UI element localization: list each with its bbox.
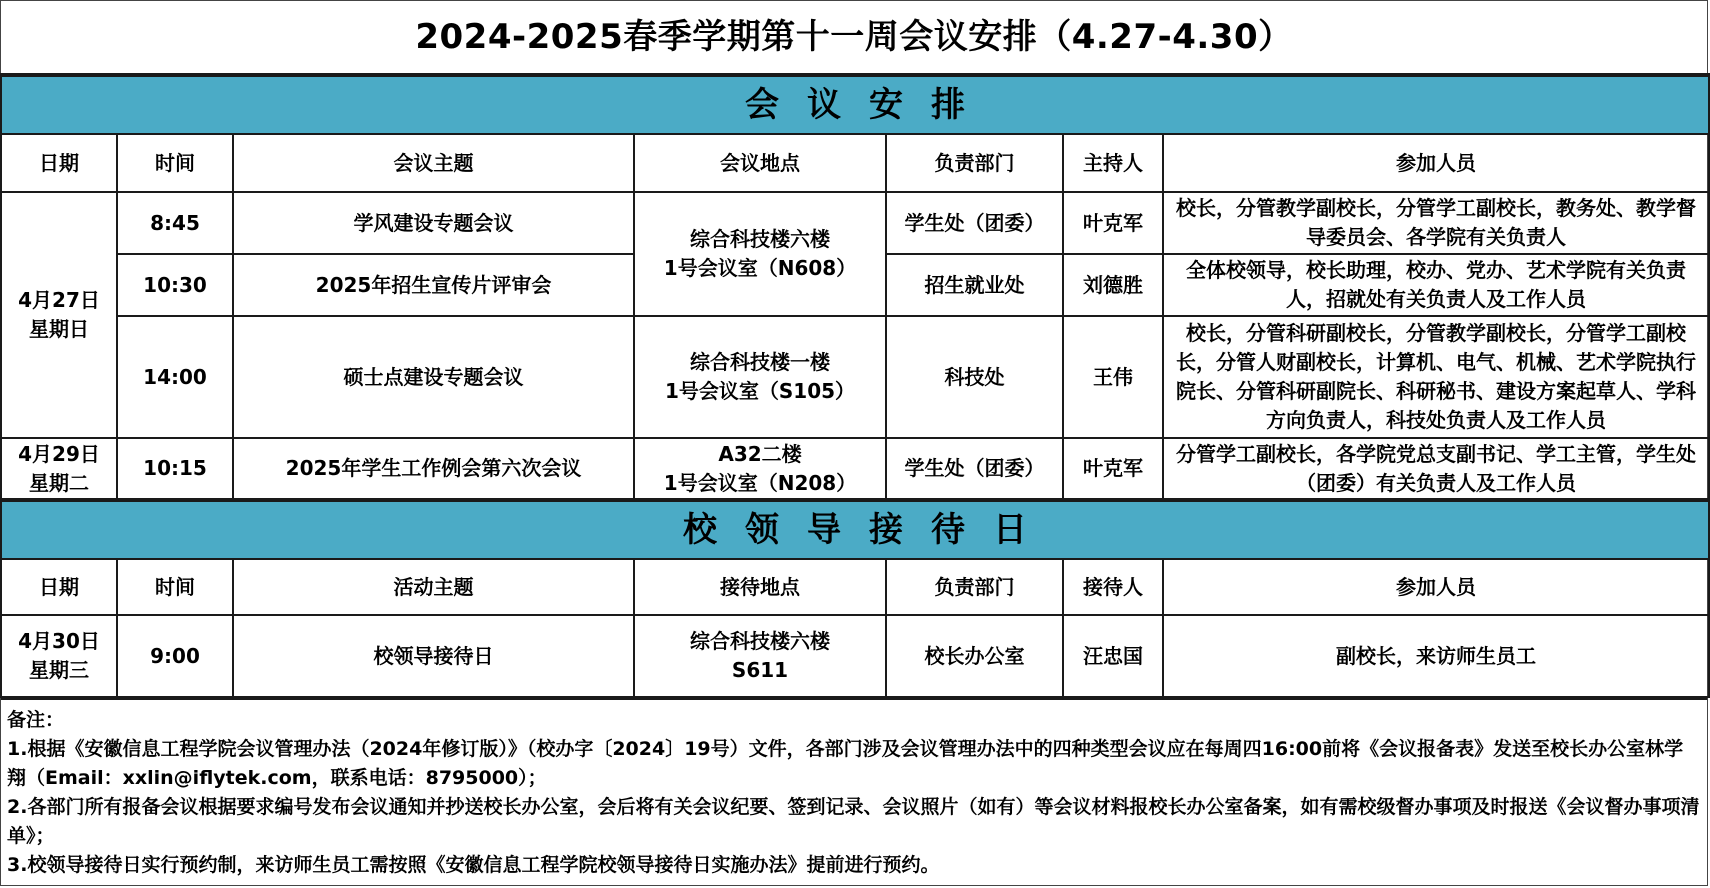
date-cell: [1, 192, 117, 438]
department-cell: 校长办公室: [886, 615, 1063, 697]
header-date: 日期: [1, 559, 117, 615]
date-label: 4月30日: [18, 629, 100, 653]
location-line-2: S611: [731, 658, 789, 682]
location-line-1: 综合科技楼一楼: [690, 350, 830, 374]
date-label: 4月27日: [18, 288, 100, 312]
department-cell: 招生就业处: [886, 254, 1063, 316]
header-time: 时间: [117, 134, 233, 192]
table-row: [1, 192, 1709, 254]
date-label: 4月29日: [18, 441, 100, 466]
attendees-cell: 校长，分管科研副校长，分管教学副校长，分管学工副校长，分管人财副校长，计算机、电气、机械、艺术学院执行院长、分管科研副院长、科研秘书、建设方案起草人、学科方向负责人，科技处负责人及工作人员: [1163, 316, 1709, 438]
meetings-header-row: [1, 134, 1709, 192]
host-cell: 叶克军: [1063, 192, 1163, 254]
location-line-2: 1号会议室（N208）: [663, 470, 857, 495]
department-cell: 学生处（团委）: [886, 192, 1063, 254]
header-department: 负责部门: [886, 559, 1063, 615]
host-cell: 汪忠国: [1063, 615, 1163, 697]
header-location: 接待地点: [634, 559, 886, 615]
time-cell: 8:45: [117, 192, 233, 254]
topic-cell: 学风建设专题会议: [233, 192, 634, 254]
attendees-cell: 校长，分管教学副校长，分管学工副校长，教务处、教学督导委员会、各学院有关负责人: [1163, 192, 1709, 254]
schedule-table: [0, 73, 1710, 698]
location-cell: [634, 438, 886, 500]
department-cell: 科技处: [886, 316, 1063, 438]
time-cell: 14:00: [117, 316, 233, 438]
header-host: 主持人: [1063, 134, 1163, 192]
topic-cell: 2025年招生宣传片评审会: [233, 254, 634, 316]
location-cell: [634, 316, 886, 438]
note-item: 3.校领导接待日实行预约制，来访师生员工需按照《安徽信息工程学院校领导接待日实施办法》提前进行预约。: [7, 854, 940, 876]
host-cell: 王伟: [1063, 316, 1163, 438]
time-cell: 10:15: [117, 438, 233, 500]
header-time: 时间: [117, 559, 233, 615]
topic-cell: 2025年学生工作例会第六次会议: [233, 438, 634, 500]
header-date: 日期: [1, 134, 117, 192]
header-attendees: 参加人员: [1163, 134, 1709, 192]
weekday-label: 星期二: [29, 470, 89, 495]
page-title: 2024-2025春季学期第十一周会议安排（4.27-4.30）: [415, 17, 1293, 57]
topic-cell: 硕士点建设专题会议: [233, 316, 634, 438]
topic-cell: 校领导接待日: [233, 615, 634, 697]
attendees-cell: 全体校领导，校长助理，校办、党办、艺术学院有关负责人，招就处有关负责人及工作人员: [1163, 254, 1709, 316]
location-line-1: 综合科技楼六楼: [690, 227, 830, 251]
location-line-1: 综合科技楼六楼: [690, 629, 830, 653]
host-cell: 刘德胜: [1063, 254, 1163, 316]
notes-section: [1, 698, 1707, 880]
department-cell: 学生处（团委）: [886, 438, 1063, 500]
reception-header-row: [1, 559, 1709, 615]
location-line-1: A32二楼: [718, 441, 802, 466]
header-host: 接待人: [1063, 559, 1163, 615]
table-row: [1, 615, 1709, 697]
header-attendees: 参加人员: [1163, 559, 1709, 615]
location-line-2: 1号会议室（N608）: [663, 256, 857, 280]
weekday-label: 星期日: [29, 317, 89, 341]
date-cell: [1, 438, 117, 500]
notes-label: 备注：: [7, 709, 65, 731]
attendees-cell: 副校长，来访师生员工: [1163, 615, 1709, 697]
note-item: 1.根据《安徽信息工程学院会议管理办法（2024年修订版）》（校办字〔2024〕19号）文件，各部门涉及会议管理办法中的四种类型会议应在每周四16:00前将《会议报备表》发送至校长办公室林学翔（Email：xxlin@iflytek.com，联系电话：8795000）；: [7, 738, 1684, 789]
header-location: 会议地点: [634, 134, 886, 192]
header-department: 负责部门: [886, 134, 1063, 192]
reception-section-title: 校领导接待日: [1, 500, 1709, 559]
attendees-cell: 分管学工副校长，各学院党总支副书记、学工主管，学生处（团委）有关负责人及工作人员: [1163, 438, 1709, 500]
weekday-label: 星期三: [29, 658, 89, 682]
header-topic: 活动主题: [233, 559, 634, 615]
date-cell: [1, 615, 117, 697]
location-cell: [634, 192, 886, 316]
header-topic: 会议主题: [233, 134, 634, 192]
location-cell: [634, 615, 886, 697]
table-row: [1, 316, 1709, 438]
note-item: 2.各部门所有报备会议根据要求编号发布会议通知并抄送校长办公室，会后将有关会议纪要、签到记录、会议照片（如有）等会议材料报校长办公室备案，如有需校级督办事项及时报送《会议督办事项清单》；: [7, 796, 1700, 847]
time-cell: 9:00: [117, 615, 233, 697]
host-cell: 叶克军: [1063, 438, 1163, 500]
meetings-section-title: 会议安排: [1, 75, 1709, 134]
table-row: [1, 438, 1709, 500]
location-line-2: 1号会议室（S105）: [664, 379, 856, 403]
time-cell: 10:30: [117, 254, 233, 316]
